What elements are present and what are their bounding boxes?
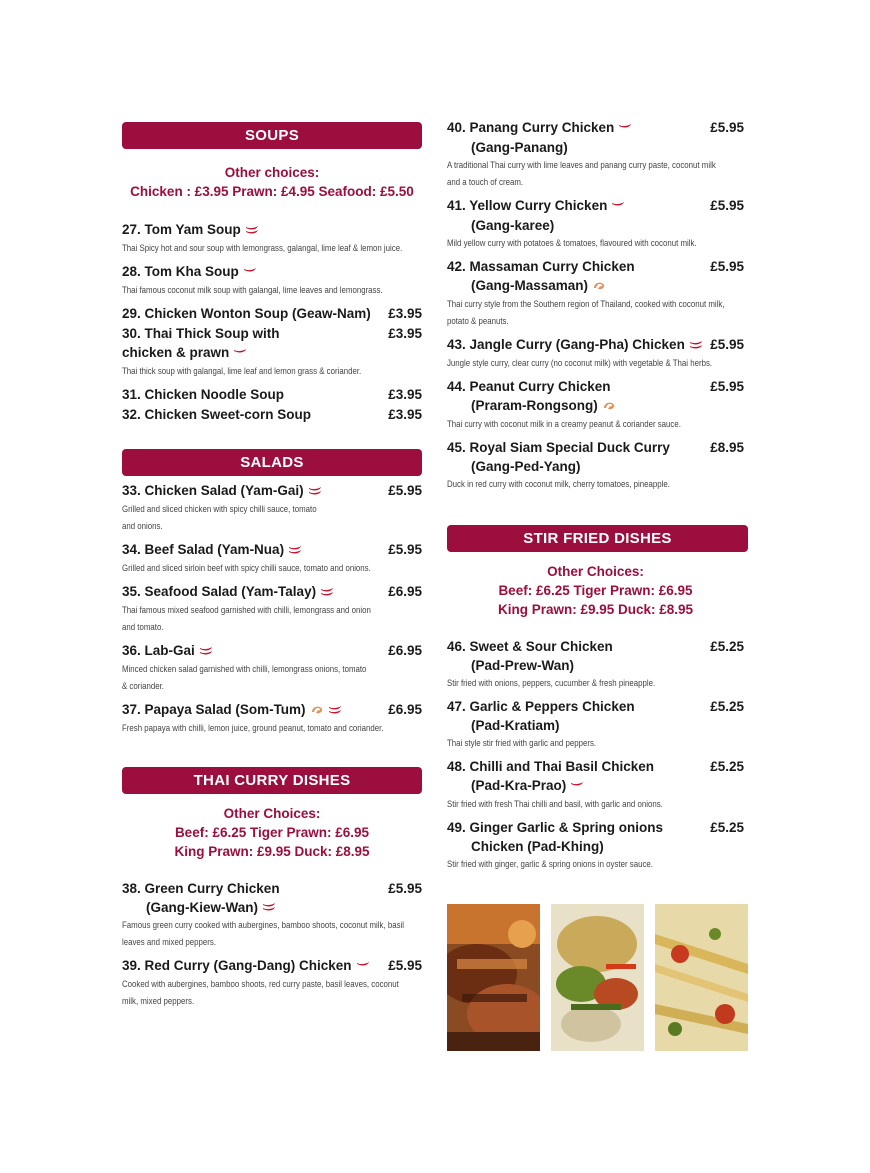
menu-item [122,481,422,535]
menu-item-subtitle-text: (Pad-Prew-Wan) [471,657,575,673]
menu-item-title [122,304,422,323]
menu-item-description [122,501,422,535]
menu-item [122,582,422,636]
food-photo-papaya-salad [655,904,748,1051]
menu-item-description [447,157,744,191]
menu-item-title [122,879,422,898]
menu-item-label: 34. Beef Salad (Yam-Nua) [122,541,285,557]
stirfry-list [447,637,744,873]
menu-item-description [447,296,744,330]
menu-item-title [447,118,744,138]
menu-item-subtitle-text: (Praram-Rongsong) [471,397,598,413]
menu-item-description [122,282,422,299]
menu-item-subtitle-text: (Pad-Kratiam) [471,717,560,733]
menu-item-price: £8.95 [710,439,744,455]
stirfry-banner: STIR FRIED DISHES [447,525,748,552]
chilli-hot-icon [320,583,334,602]
menu-item-subtitle [447,776,744,796]
chilli-icon [618,119,632,138]
menu-item [122,385,422,404]
menu-item-description [122,720,422,737]
menu-item [447,818,744,873]
menu-item-description [447,235,744,252]
menu-item-price: £3.95 [388,386,422,402]
menu-item-label: 29. Chicken Wonton Soup (Geaw-Nam) [122,305,371,321]
chilli-icon [356,957,370,976]
menu-item-title [122,700,422,720]
menu-item-description-line: Minced chicken salad garnished with chilli, lemongrass onions, tomato [122,663,367,675]
menu-item-description-line: Thai famous mixed seafood garnished with chilli, lemongrass and onion [122,604,371,616]
menu-item-description [447,355,744,372]
menu-item-description [447,416,744,433]
chilli-hot-icon [288,541,302,560]
menu-item-title [122,481,422,501]
menu-item-label: 31. Chicken Noodle Soup [122,386,285,402]
menu-item-label: 48. Chilli and Thai Basil Chicken [447,758,655,774]
menu-item-description-line: Duck in red curry with coconut milk, cherry tomatoes, pineapple. [447,478,670,490]
menu-item-description-line: and tomato. [122,621,164,633]
food-photo-stirfry [551,904,644,1051]
menu-item-description [122,976,422,1010]
menu-item-subtitle [447,138,744,157]
menu-item [447,757,744,813]
menu-item-description-line: Thai style stir fried with garlic and peppers. [447,737,597,749]
menu-item-label: 37. Papaya Salad (Som-Tum) [122,701,306,717]
menu-item-subtitle [447,656,744,675]
food-photo-grilled [447,904,540,1051]
menu-item-title [122,385,422,404]
chilli-hot-icon [245,221,259,240]
menu-item-title [447,335,744,355]
menu-item [447,697,744,752]
menu-item [122,641,422,695]
menu-item-subtitle [447,837,744,856]
menu-item-title [447,697,744,716]
menu-item-label: 46. Sweet & Sour Chicken [447,638,613,654]
menu-item-subtitle [447,396,744,416]
menu-item-description-line: Grilled and sliced chicken with spicy chilli sauce, tomato [122,503,317,515]
prawn-icon [592,277,606,296]
menu-item [122,540,422,577]
chilli-hot-icon [199,642,213,661]
menu-item [122,956,422,1010]
menu-item-title [122,956,422,976]
menu-item-title [122,540,422,560]
menu-item-title [447,818,744,837]
menu-item [122,220,422,257]
menu-item-title [447,377,744,396]
menu-item-price: £5.25 [710,698,744,714]
menu-item-description [122,917,422,951]
menu-item-subtitle-text: (Gang-Massaman) [471,277,589,293]
menu-item-description-line: Thai thick soup with galangal, lime leaf and lemon grass & coriander. [122,365,362,377]
menu-item-subtitle-text: (Gang-Panang) [471,139,568,155]
left-column [122,122,422,1015]
menu-item-subtitle [122,898,422,918]
curry-banner: THAI CURRY DISHES [122,767,422,794]
salads-banner: SALADS [122,449,422,476]
menu-item-description [447,735,744,752]
menu-item-subtitle-text: (Pad-Kra-Prao) [471,777,567,793]
chilli-hot-icon [689,336,703,355]
menu-item-description-line: Thai curry with coconut milk in a creamy peanut & coriander sauce. [447,418,681,430]
menu-item-label: 35. Seafood Salad (Yam-Talay) [122,583,317,599]
menu-item-description [122,560,422,577]
menu-item-subtitle-text: Chicken (Pad-Khing) [471,838,604,854]
menu-item-title [447,438,744,457]
menu-item [122,304,422,323]
menu-item-label: 36. Lab-Gai [122,642,195,658]
chilli-icon [243,263,257,282]
menu-item-description [122,661,422,695]
menu-item-title [122,582,422,602]
menu-item-subtitle-text: (Gang-karee) [471,217,555,233]
menu-item-price: £5.25 [710,758,744,774]
menu-item-title [122,405,422,424]
menu-item-label: 38. Green Curry Chicken [122,880,280,896]
prawn-icon [310,701,324,720]
menu-item-label: 30. Thai Thick Soup with [122,325,280,341]
soups-list [122,220,422,424]
menu-item [122,262,422,299]
menu-item-title [447,257,744,276]
menu-item-subtitle [122,343,422,363]
menu-item-description [447,675,744,692]
menu-item-description-line: Stir fried with ginger, garlic & spring onions in oyster sauce. [447,858,653,870]
menu-item [447,335,744,372]
menu-item-price: £5.95 [710,336,744,352]
menu-item-label: 44. Peanut Curry Chicken [447,378,611,394]
menu-item-label: 28. Tom Kha Soup [122,263,239,279]
menu-item-label: 39. Red Curry (Gang-Dang) Chicken [122,958,352,974]
curry-other-choices: Other Choices: Beef: £6.25 Tiger Prawn: £6.95 King Prawn: £9.95 Duck: £8.95 [174,805,370,859]
menu-item-price: £6.95 [388,583,422,599]
menu-item-description [447,856,744,873]
chilli-icon [233,344,247,363]
menu-item-price: £3.95 [388,406,422,422]
menu-item-title [447,757,744,776]
menu-item-price: £6.95 [388,701,422,717]
menu-item-price: £6.95 [388,642,422,658]
menu-item-description-line: & coriander. [122,680,164,692]
menu-item-label: 27. Tom Yam Soup [122,222,241,237]
menu-item-description-line: Stir fried with fresh Thai chilli and basil, with garlic and onions. [447,798,663,810]
menu-item-price: £5.95 [388,541,422,557]
menu-item-title [122,641,422,661]
soups-other-choices: Other choices: Chicken : £3.95 Prawn: £4.95 Seafood: £5.50 [130,165,414,199]
menu-item [447,118,744,191]
menu-item-description-line: Stir fried with onions, peppers, cucumber & fresh pineapple. [447,677,656,689]
menu-item-description [122,602,422,636]
menu-item-description-line: Thai curry style from the Southern region of Thailand, cooked with coconut milk, [447,298,725,310]
menu-item-label: 41. Yellow Curry Chicken [447,197,608,213]
chilli-hot-icon [262,898,276,917]
menu-item-label: 45. Royal Siam Special Duck Curry [447,439,670,455]
chilli-icon [570,777,584,796]
menu-item-price: £5.95 [710,258,744,274]
curry-list [122,879,422,1011]
menu-item-price: £5.95 [388,880,422,896]
chilli-hot-icon [328,701,342,720]
menu-item-description-line: A traditional Thai curry with lime leaves and panang curry paste, coconut milk [447,159,716,171]
menu-item [122,405,422,424]
menu-item-price: £5.95 [388,958,422,974]
menu-item-title [447,196,744,216]
right-column [447,118,744,878]
menu-item-description-line: Cooked with aubergines, bamboo shoots, red curry paste, basil leaves, coconut [122,979,399,991]
menu-item [447,438,744,493]
menu-item-label: 32. Chicken Sweet-corn Soup [122,406,312,422]
menu-item-price: £3.95 [388,305,422,321]
menu-item-description [122,240,422,257]
menu-item-title [447,637,744,656]
menu-item-subtitle-text: (Gang-Ped-Yang) [471,458,581,474]
menu-item-price: £5.95 [710,378,744,394]
menu-item-price: £5.95 [710,197,744,213]
menu-item [122,324,422,380]
menu-item-description-line: and a touch of cream. [447,176,524,188]
menu-item-label: 33. Chicken Salad (Yam-Gai) [122,482,304,498]
menu-item-description-line: Mild yellow curry with potatoes & tomatoes, flavoured with coconut milk. [447,237,697,249]
menu-item-description-line: Thai Spicy hot and sour soup with lemongrass, galangal, lime leaf & lemon juice. [122,242,403,254]
menu-item [122,700,422,737]
menu-item-subtitle [447,216,744,235]
chilli-icon [611,197,625,216]
menu-item-description-line: Fresh papaya with chilli, lemon juice, ground peanut, tomato and coriander. [122,722,384,734]
menu-item-subtitle-text: (Gang-Kiew-Wan) [146,899,258,915]
menu-item-label: 42. Massaman Curry Chicken [447,258,635,274]
menu-item [447,257,744,330]
menu-item-label: 47. Garlic & Peppers Chicken [447,698,635,714]
stirfry-other-choices: Other Choices: Beef: £6.25 Tiger Prawn: £6.95 King Prawn: £9.95 Duck: £8.95 [497,563,694,617]
menu-item-subtitle [447,716,744,735]
menu-item-description-line: milk, mixed peppers. [122,996,195,1008]
menu-item [447,196,744,252]
menu-item-price: £5.95 [388,482,422,498]
menu-item-subtitle-text: chicken & prawn [122,344,230,360]
soups-banner: SOUPS [122,122,422,149]
menu-item-price: £3.95 [388,325,422,341]
menu-item-title [122,220,422,240]
menu-item-description-line: Jungle style curry, clear curry (no coconut milk) with vegetable & Thai herbs. [447,357,713,369]
menu-item-description [447,796,744,813]
menu-item-price: £5.25 [710,819,744,835]
menu-item-title [122,262,422,282]
menu-item-description-line: potato & peanuts. [447,315,509,327]
salads-list [122,481,422,737]
menu-item-price: £5.95 [710,120,744,135]
menu-item-description [447,476,744,493]
menu-item-description-line: leaves and mixed peppers. [122,937,217,949]
menu-item-label: 49. Ginger Garlic & Spring onions [447,819,664,835]
menu-item-label: 43. Jangle Curry (Gang-Pha) Chicken [447,336,685,352]
menu-item [447,637,744,692]
menu-item-description-line: Grilled and sliced sirloin beef with spicy chilli sauce, tomato and onions. [122,562,371,574]
chilli-hot-icon [308,482,322,501]
prawn-icon [602,397,616,416]
menu-item-description-line: and onions. [122,520,163,532]
menu-item [122,879,422,952]
menu-item-subtitle [447,276,744,296]
menu-item-title [122,324,422,343]
menu-item-price: £5.25 [710,638,744,654]
menu-item-description [122,363,422,380]
menu-item-description-line: Famous green curry cooked with aubergines, bamboo shoots, coconut milk, basil [122,920,405,932]
menu-item-label: 40. Panang Curry Chicken [447,120,615,135]
menu-item-description-line: Thai famous coconut milk soup with galangal, lime leaves and lemongrass. [122,284,383,296]
menu-item [447,377,744,433]
curry-continued-list [447,118,744,493]
menu-item-subtitle [447,457,744,476]
